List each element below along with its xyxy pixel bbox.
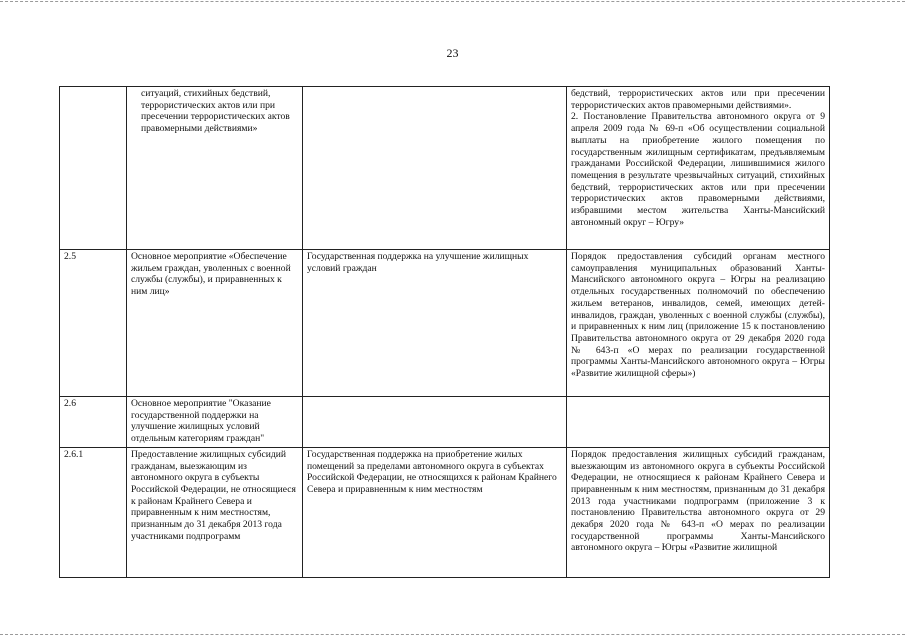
- cell-event: ситуаций, стихийных бедствий, террористических актов или при пресечении террористических актов правомерными действиями»: [127, 87, 303, 250]
- cell-number: 2.6.1: [60, 447, 127, 577]
- cell-measure: [303, 397, 567, 448]
- basis-paragraph: 2. Постановление Правительства автономного округа от 9 апреля 2009 года № 69-п «Об осуществлении социальной выплаты на приобретение жилого помещения по государственным жилищным сертификатам, предъявляемым гражданами Российской Федерации, лишившимися жилого помещения в результате чрезвычайных ситуаций, стихийных бедствий, террористических актов или при пресечении террористических актов правомерными действиями, избравшими местом жительства Ханты-Мансийский автономный округ – Югру»: [571, 111, 825, 228]
- cell-event: Основное мероприятие «Обеспечение жильем граждан, уволенных с военной службы (службы), и приравненных к ним лиц»: [127, 250, 303, 397]
- cell-event: Основное мероприятие "Оказание государственной поддержки на улучшение жилищных условий отдельным категориям граждан": [127, 397, 303, 448]
- cell-number: 2.6: [60, 397, 127, 448]
- cell-basis: [567, 250, 830, 397]
- table-row: [60, 87, 830, 250]
- scan-bottom-edge: [0, 634, 905, 638]
- basis-paragraph: Порядок предоставления жилищных субсидий гражданам, выезжающим из автономного округа в субъекты Российской Федерации, не относящиеся к районам Крайнего Севера и приравненным к ним местностям, признанным до 31 декабря 2013 года участниками подпрограмм (приложение 3 к постановлению Правительства автономного округа от 29 декабря 2020 года № 643-п «О мерах по реализации государственной программы Ханты-Мансийского автономного округа – Югры «Развитие жилищной: [571, 448, 825, 554]
- cell-measure: Государственная поддержка на улучшение жилищных условий граждан: [303, 250, 567, 397]
- table-row: [60, 250, 830, 397]
- basis-paragraph: Порядок предоставления субсидий органам местного самоуправления муниципальных образований Ханты-Мансийского автономного округа – Югры на реализацию отдельных государственных полномочий по обеспечению жильем ветеранов, инвалидов, семей, имеющих детей-инвалидов, граждан, уволенных с военной службы (службы), и приравненных к ним лиц (приложение 15 к постановлению Правительства автономного округа от 29 декабря 2020 года № 643-п «О мерах по реализации государственной программы Ханты-Мансийского автономного округа – Югры «Развитие жилищной сферы»): [571, 251, 825, 380]
- cell-event: Предоставление жилищных субсидий гражданам, выезжающим из автономного округа в субъекты Российской Федерации, не относящиеся к районам Крайнего Севера и приравненным к ним местностям, признанным до 31 декабря 2013 года участниками подпрограмм: [127, 447, 303, 577]
- program-table: [59, 86, 830, 578]
- table-row: [60, 397, 830, 448]
- cell-basis: [567, 87, 830, 250]
- basis-paragraph: бедствий, террористических актов или при пресечении террористических актов правомерными действиями».: [571, 88, 825, 111]
- cell-number: [60, 87, 127, 250]
- cell-number: 2.5: [60, 250, 127, 397]
- cell-measure: [303, 87, 567, 250]
- cell-basis: [567, 397, 830, 448]
- table-row: [60, 447, 830, 577]
- cell-measure: Государственная поддержка на приобретение жилых помещений за пределами автономного округа в субъектах Российской Федерации, не относящихся к районам Крайнего Севера и приравненным к ним местностям: [303, 447, 567, 577]
- page-number: 23: [446, 46, 459, 60]
- cell-basis: [567, 447, 830, 577]
- scan-top-edge: [0, 1, 905, 5]
